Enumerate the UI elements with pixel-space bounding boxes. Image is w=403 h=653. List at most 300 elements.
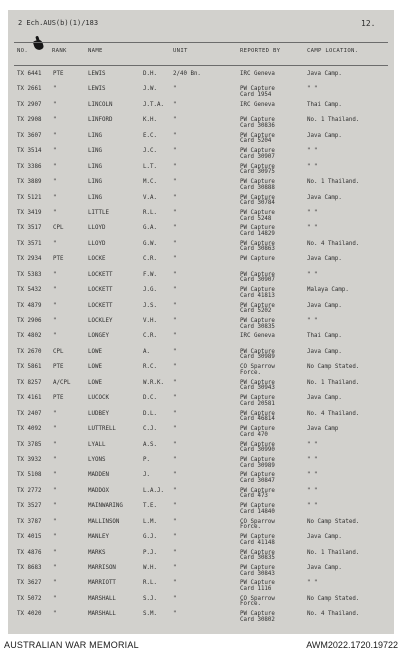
camp-location: Java Camp.: [307, 256, 342, 263]
reported-by: PW Capture Card 30943: [240, 379, 275, 392]
unit: ": [173, 194, 177, 201]
surname: LOCKETT: [88, 287, 113, 294]
unit: ": [173, 426, 177, 433]
unit: ": [173, 487, 177, 494]
table-row: [8, 597, 394, 612]
initials: F.W.: [143, 271, 157, 278]
camp-location: Java Camp.: [307, 565, 342, 571]
reported-by: PW Capture Card 5202: [240, 302, 275, 315]
surname: MANLEY: [88, 534, 109, 541]
initials: D.C.: [143, 395, 157, 402]
initials: V.A.: [143, 194, 157, 201]
rank: ": [53, 518, 57, 525]
header-unit: UNIT: [173, 48, 188, 54]
rank: PTE: [53, 256, 64, 263]
rank: ": [53, 179, 57, 186]
initials: L.T.: [143, 163, 157, 170]
initials: L.M.: [143, 518, 157, 525]
initials: G.J.: [143, 534, 157, 541]
surname: LINFORD: [88, 117, 113, 124]
reported-by: PW Capture Card 41148: [240, 534, 275, 546]
surname: LYALL: [88, 441, 106, 448]
table-row: [8, 412, 394, 427]
camp-location: No. 4 Thailand.: [307, 240, 360, 247]
camp-location: No. 1 Thailand.: [307, 379, 360, 386]
reported-by: PW Capture Card 46814: [240, 410, 275, 423]
initials: A.S.: [143, 441, 157, 448]
service-number: TX 2908: [17, 117, 42, 124]
service-number: TX 2907: [17, 101, 42, 108]
rank: ": [53, 271, 57, 278]
initials: C.J.: [143, 426, 157, 433]
service-number: TX 4092: [17, 426, 42, 433]
unit: ": [173, 456, 177, 463]
service-number: TX 3787: [17, 518, 42, 525]
unit: ": [173, 101, 177, 108]
camp-location: Java Camp.: [307, 395, 342, 402]
surname: LING: [88, 163, 102, 170]
header-no: NO.: [17, 48, 29, 54]
unit: ": [173, 86, 177, 93]
camp-location: Java Camp.: [307, 71, 342, 77]
table-row: [8, 612, 394, 627]
rank: ": [53, 456, 57, 463]
reported-by: PW Capture Card 30989: [240, 456, 275, 469]
unit: ": [173, 595, 177, 602]
service-number: TX 3419: [17, 209, 42, 216]
unit: ": [173, 379, 177, 386]
camp-location: " ": [307, 487, 318, 494]
reported-by: CO Sparrow Force.: [240, 518, 275, 531]
surname: MARRISON: [88, 565, 116, 571]
service-number: TX 3607: [17, 132, 42, 139]
reported-by: PW Capture Card 20581: [240, 395, 275, 407]
table-row: [8, 165, 394, 180]
service-number: TX 2661: [17, 86, 42, 93]
reported-by: PW Capture Card 30989: [240, 348, 275, 361]
service-number: TX 5072: [17, 595, 42, 602]
camp-location: No. 4 Thailand.: [307, 410, 360, 417]
rank: ": [53, 487, 57, 494]
unit: ": [173, 318, 177, 324]
rank: ": [53, 240, 57, 247]
rank: ": [53, 132, 57, 139]
service-number: TX 2670: [17, 348, 42, 355]
unit: ": [173, 240, 177, 247]
camp-location: Java Camp.: [307, 348, 342, 355]
rank: ": [53, 333, 57, 340]
unit: ": [173, 117, 177, 124]
surname: LONGEY: [88, 333, 109, 340]
reported-by: PW Capture Card 14840: [240, 503, 275, 515]
camp-location: Java Camp.: [307, 302, 342, 309]
service-number: TX 6441: [17, 71, 42, 77]
unit: ": [173, 503, 177, 510]
reported-by: IRC Geneva: [240, 71, 275, 77]
table-row: [8, 87, 394, 102]
table-row: [8, 581, 394, 596]
reported-by: PW Capture Card 30907: [240, 148, 275, 160]
surname: LING: [88, 194, 102, 201]
service-number: TX 2407: [17, 410, 42, 417]
header-name: NAME: [88, 48, 103, 54]
camp-location: No Camp Stated.: [307, 518, 360, 525]
reported-by: PW Capture Card 30835: [240, 549, 275, 562]
reported-by: PW Capture: [240, 256, 275, 263]
camp-location: No. 1 Thailand.: [307, 179, 360, 186]
rank: ": [53, 117, 57, 124]
table-row: [8, 381, 394, 396]
table-row: [8, 520, 394, 535]
camp-location: " ": [307, 441, 318, 448]
unit: ": [173, 410, 177, 417]
initials: L.A.J.: [143, 487, 164, 494]
camp-location: Malaya Camp.: [307, 287, 349, 294]
surname: LOCKETT: [88, 302, 113, 309]
surname: LOWE: [88, 364, 102, 371]
service-number: TX 3571: [17, 240, 42, 247]
reported-by: PW Capture Card 1116: [240, 580, 275, 593]
camp-location: " ": [307, 472, 318, 479]
table-row: [8, 334, 394, 349]
camp-location: " ": [307, 580, 318, 587]
service-number: TX 5121: [17, 194, 42, 201]
service-number: TX 3932: [17, 456, 42, 463]
rank: ": [53, 580, 57, 587]
surname: LOWE: [88, 379, 102, 386]
initials: T.E.: [143, 503, 157, 510]
camp-location: " ": [307, 456, 318, 463]
camp-location: Java Camp.: [307, 534, 342, 541]
rank: ": [53, 148, 57, 155]
camp-location: Java Camp: [307, 426, 339, 433]
table-row: [8, 566, 394, 581]
unit: ": [173, 580, 177, 587]
unit: ": [173, 333, 177, 340]
initials: P.: [143, 456, 150, 463]
surname: LLOYD: [88, 240, 106, 247]
initials: J.: [143, 472, 150, 479]
rank: ": [53, 426, 57, 433]
service-number: TX 5861: [17, 364, 42, 371]
rank: ": [53, 194, 57, 201]
table-row: [8, 319, 394, 334]
reported-by: PW Capture Card 30802: [240, 611, 275, 623]
camp-location: Thai Camp.: [307, 101, 342, 108]
surname: MADDOX: [88, 487, 109, 494]
table-row: [8, 304, 394, 319]
camp-location: " ": [307, 148, 318, 155]
service-number: TX 3527: [17, 503, 42, 510]
rank: ": [53, 472, 57, 479]
table-row: [8, 149, 394, 164]
surname: LOCKLEY: [88, 318, 113, 324]
initials: V.H.: [143, 318, 157, 324]
surname: LOCKETT: [88, 271, 113, 278]
reported-by: PW Capture Card 30975: [240, 163, 275, 176]
initials: J.S.: [143, 302, 157, 309]
reported-by: PW Capture Card 1954: [240, 86, 275, 99]
surname: LLOYD: [88, 225, 106, 232]
camp-location: " ": [307, 225, 318, 232]
unit: ": [173, 302, 177, 309]
surname: MARKS: [88, 549, 106, 556]
footer-bar: [0, 637, 403, 653]
table-row: [8, 427, 394, 442]
table-row: [8, 473, 394, 488]
initials: S.J.: [143, 595, 157, 602]
initials: R.L.: [143, 209, 157, 216]
table-row: [8, 72, 394, 87]
surname: MARSHALL: [88, 611, 116, 618]
camp-location: No Camp Stated.: [307, 595, 360, 602]
unit: 2/40 Bn.: [173, 71, 201, 77]
reported-by: PW Capture Card 30784: [240, 194, 275, 207]
initials: P.J.: [143, 549, 157, 556]
document-reference: 2 Ech.AUS(b)(1)/183: [18, 19, 99, 27]
table-row: [8, 443, 394, 458]
initials: J.G.: [143, 287, 157, 294]
initials: A.: [143, 348, 150, 355]
service-number: TX 8257: [17, 379, 42, 386]
service-number: TX 2934: [17, 256, 42, 263]
surname: LYONS: [88, 456, 106, 463]
rank: ": [53, 549, 57, 556]
camp-location: " ": [307, 503, 318, 510]
initials: W.H.: [143, 565, 157, 571]
table-row: [8, 535, 394, 550]
unit: ": [173, 364, 177, 371]
nominal-roll-table: [8, 72, 394, 628]
camp-location: Java Camp.: [307, 194, 342, 201]
rank: ": [53, 410, 57, 417]
camp-location: " ": [307, 318, 318, 324]
rank: ": [53, 441, 57, 448]
reported-by: PW Capture Card 5248: [240, 209, 275, 222]
header-rule-bottom: [14, 65, 388, 66]
camp-location: No. 4 Thailand.: [307, 611, 360, 618]
initials: J.T.A.: [143, 101, 164, 108]
reported-by: PW Capture Card 30843: [240, 565, 275, 577]
reported-by: CO Sparrow Force.: [240, 595, 275, 608]
initials: D.H.: [143, 71, 157, 77]
initials: W.R.K.: [143, 379, 164, 386]
camp-location: " ": [307, 163, 318, 170]
service-number: TX 2906: [17, 318, 42, 324]
unit: ": [173, 132, 177, 139]
service-number: TX 3889: [17, 179, 42, 186]
rank: A/CPL: [53, 379, 71, 386]
reported-by: PW Capture Card 30907: [240, 271, 275, 284]
unit: ": [173, 565, 177, 571]
unit: ": [173, 472, 177, 479]
camp-location: " ": [307, 209, 318, 216]
unit: ": [173, 348, 177, 355]
table-row: [8, 288, 394, 303]
surname: MARSHALL: [88, 595, 116, 602]
unit: ": [173, 611, 177, 618]
camp-location: Java Camp.: [307, 132, 342, 139]
table-row: [8, 226, 394, 241]
surname: MALLINSON: [88, 518, 120, 525]
document-page: [8, 10, 394, 634]
surname: LING: [88, 148, 102, 155]
table-row: [8, 396, 394, 411]
reported-by: PW Capture Card 30835: [240, 318, 275, 330]
service-number: TX 3517: [17, 225, 42, 232]
surname: LOWE: [88, 348, 102, 355]
table-row: [8, 458, 394, 473]
initials: C.R.: [143, 333, 157, 340]
table-row: [8, 103, 394, 118]
initials: R.L.: [143, 580, 157, 587]
footer-accession-number: AWM2022.1720.19722: [306, 640, 398, 650]
rank: ": [53, 318, 57, 324]
initials: C.R.: [143, 256, 157, 263]
service-number: TX 3785: [17, 441, 42, 448]
camp-location: Thai Camp.: [307, 333, 342, 340]
header-rule-top: [14, 42, 388, 43]
service-number: TX 3514: [17, 148, 42, 155]
camp-location: " ": [307, 86, 318, 93]
surname: LITTLE: [88, 209, 109, 216]
camp-location: No Camp Stated.: [307, 364, 360, 371]
table-row: [8, 257, 394, 272]
reported-by: PW Capture Card 470: [240, 426, 275, 438]
reported-by: CO Sparrow Force.: [240, 364, 275, 376]
surname: MAINWARING: [88, 503, 123, 510]
reported-by: PW Capture Card 30990: [240, 441, 275, 454]
service-number: TX 8683: [17, 565, 42, 571]
surname: LING: [88, 132, 102, 139]
initials: J.C.: [143, 148, 157, 155]
surname: LUTTRELL: [88, 426, 116, 433]
rank: ": [53, 302, 57, 309]
reported-by: PW Capture Card 41813: [240, 287, 275, 299]
reported-by: IRC Geneva: [240, 333, 275, 340]
rank: ": [53, 86, 57, 93]
surname: LUCOCK: [88, 395, 109, 402]
page-number: 12.: [361, 19, 376, 28]
surname: LEWIS: [88, 71, 106, 77]
table-row: [8, 551, 394, 566]
service-number: TX 5108: [17, 472, 42, 479]
service-number: TX 3627: [17, 580, 42, 587]
surname: MARRIOTT: [88, 580, 116, 587]
unit: ": [173, 395, 177, 402]
rank: ": [53, 101, 57, 108]
reported-by: PW Capture Card 30863: [240, 240, 275, 253]
service-number: TX 4020: [17, 611, 42, 618]
service-number: TX 4802: [17, 333, 42, 340]
service-number: TX 4879: [17, 302, 42, 309]
initials: J.W.: [143, 86, 157, 93]
surname: LING: [88, 179, 102, 186]
rank: CPL: [53, 225, 64, 232]
rank: ": [53, 163, 57, 170]
initials: D.L.: [143, 410, 157, 417]
unit: ": [173, 549, 177, 556]
unit: ": [173, 271, 177, 278]
rank: ": [53, 209, 57, 216]
table-row: [8, 242, 394, 257]
service-number: TX 4161: [17, 395, 42, 402]
rank: PTE: [53, 71, 64, 77]
initials: G.W.: [143, 240, 157, 247]
rank: ": [53, 503, 57, 510]
rank: ": [53, 287, 57, 294]
unit: ": [173, 179, 177, 186]
camp-location: No. 1 Thailand.: [307, 117, 360, 124]
table-row: [8, 118, 394, 133]
initials: K.H.: [143, 117, 157, 124]
table-row: [8, 504, 394, 519]
initials: S.M.: [143, 611, 157, 618]
unit: ": [173, 148, 177, 155]
initials: R.C.: [143, 364, 157, 371]
camp-location: " ": [307, 271, 318, 278]
rank: ": [53, 534, 57, 541]
surname: LEWIS: [88, 86, 106, 93]
reported-by: PW Capture Card 5204: [240, 132, 275, 145]
initials: E.C.: [143, 132, 157, 139]
service-number: TX 2772: [17, 487, 42, 494]
reported-by: PW Capture Card 473: [240, 487, 275, 500]
service-number: TX 5383: [17, 271, 42, 278]
table-row: [8, 180, 394, 195]
footer-institution: AUSTRALIAN WAR MEMORIAL: [4, 640, 139, 650]
table-row: [8, 350, 394, 365]
table-row: [8, 273, 394, 288]
table-row: [8, 489, 394, 504]
surname: LINCOLN: [88, 101, 113, 108]
rank: ": [53, 611, 57, 618]
unit: ": [173, 534, 177, 541]
rank: CPL: [53, 348, 64, 355]
table-row: [8, 211, 394, 226]
surname: LUDBEY: [88, 410, 109, 417]
unit: ": [173, 518, 177, 525]
header-reported-by: REPORTED BY: [240, 48, 281, 54]
camp-location: No. 1 Thailand.: [307, 549, 360, 556]
table-row: [8, 365, 394, 380]
header-rank: RANK: [52, 48, 67, 54]
reported-by: IRC Geneva: [240, 101, 275, 108]
rank: ": [53, 595, 57, 602]
initials: M.C.: [143, 179, 157, 186]
unit: ": [173, 209, 177, 216]
rank: PTE: [53, 364, 64, 371]
ink-mark: [33, 39, 45, 51]
service-number: TX 4876: [17, 549, 42, 556]
service-number: TX 4015: [17, 534, 42, 541]
unit: ": [173, 225, 177, 232]
reported-by: PW Capture Card 30888: [240, 179, 275, 191]
unit: ": [173, 287, 177, 294]
reported-by: PW Capture Card 30836: [240, 117, 275, 129]
rank: ": [53, 565, 57, 571]
unit: ": [173, 256, 177, 263]
service-number: TX 5432: [17, 287, 42, 294]
unit: ": [173, 163, 177, 170]
table-row: [8, 196, 394, 211]
unit: ": [173, 441, 177, 448]
initials: G.A.: [143, 225, 157, 232]
reported-by: PW Capture Card 14829: [240, 225, 275, 237]
rank: PTE: [53, 395, 64, 402]
header-camp-location: CAMP LOCATION.: [307, 48, 359, 54]
table-row: [8, 134, 394, 149]
